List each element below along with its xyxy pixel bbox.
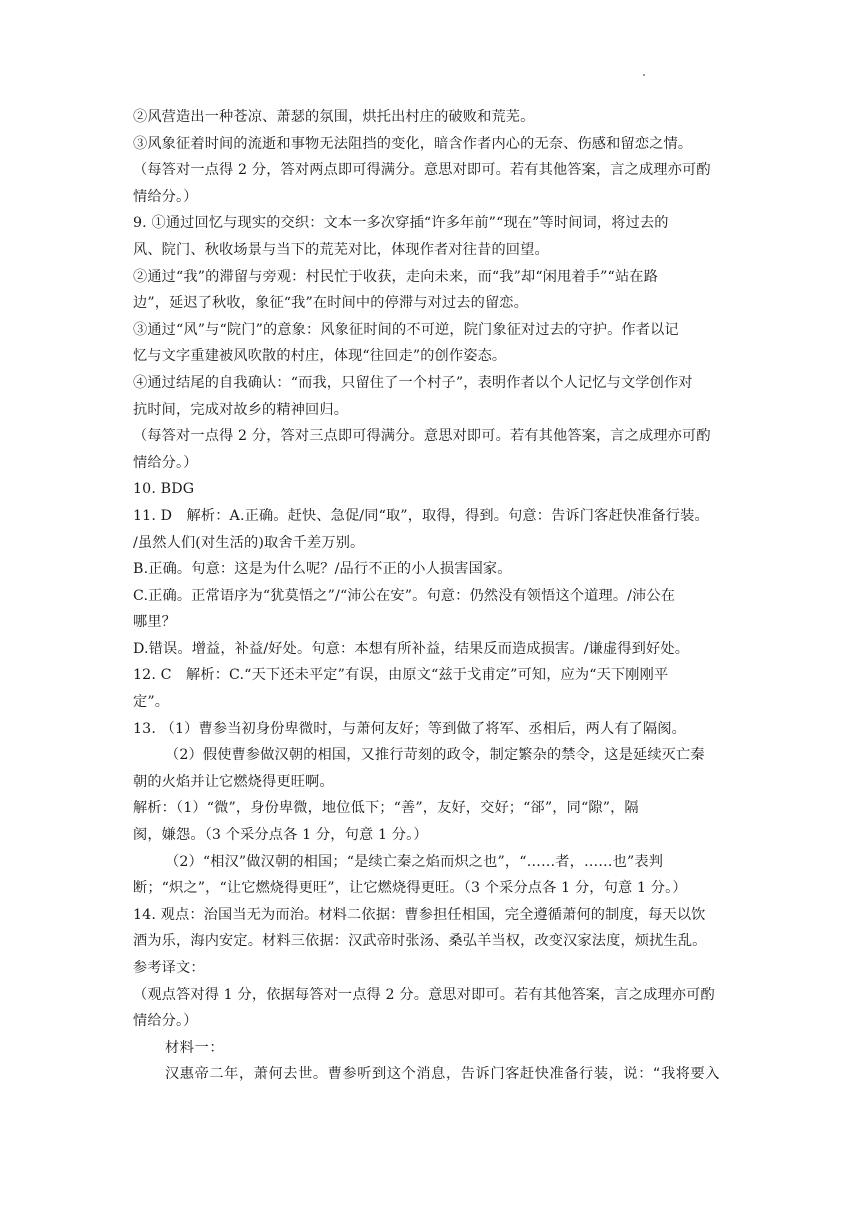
text-line: 抗时间，完成对故乡的精神回归。	[133, 401, 349, 418]
text-line: 酒为乐，海内安定。材料三依据：汉武帝时张汤、桑弘羊当权，改变汉家法度，烦扰生乱。	[133, 933, 707, 950]
text-line: 风、院门、秋收场景与当下的荒芜对比，体现作者对往昔的回望。	[133, 241, 549, 258]
question-13-line: 13. （1）曹参当初身份卑微时，与萧何友好；等到做了将军、丞相后，两人有了隔阂。	[133, 720, 687, 737]
text-line: 边”，延迟了秋收，象征“我”在时间中的停滞与对过去的留恋。	[133, 295, 528, 312]
text-line: 情给分。）	[133, 454, 198, 471]
text-line: 情给分。）	[133, 188, 198, 205]
text-line: B.正确。句意：这是为什么呢？/品行不正的小人损害国家。	[133, 561, 512, 578]
text-line: （观点答对得 1 分，依据每答对一点得 2 分。意思对即可。若有其他答案，言之成理亦可酌	[133, 986, 715, 1003]
text-line: 哪里？	[133, 614, 177, 631]
text-line: ③风象征着时间的流逝和事物无法阻挡的变化，暗含作者内心的无奈、伤感和留恋之情。	[133, 135, 693, 152]
text-line: 解析：（1）“微”，身份卑微，地位低下；“善”，友好，交好；“郤”，同“隙”，隔	[133, 800, 639, 817]
text-line: 忆与文字重建被风吹散的村庄，体现“往回走”的创作姿态。	[133, 348, 507, 365]
text-line: ③通过“风”与“院门”的意象：风象征时间的不可逆，院门象征对过去的守护。作者以记	[133, 321, 679, 338]
question-9-line: 9. ①通过回忆与现实的交织：文本一多次穿插“许多年前”“现在”等时间词，将过去的	[133, 215, 669, 232]
text-line: （2）“相汉”做汉朝的相国；“是续亡秦之焰而炽之也”，“……者，……也”表判	[165, 853, 664, 870]
text-line: 朝的火焰并让它燃烧得更旺啊。	[133, 773, 334, 790]
question-12-line: 12. C 解析：C.“天下还未平定”有误，由原文“兹于戈甫定”可知，应为“天下刚刚平	[133, 667, 669, 684]
question-10-line: 10. BDG	[133, 481, 195, 498]
text-line: /虽然人们(对生活的)取舍千差万别。	[133, 534, 365, 551]
text-line: C.正确。正常语序为“犹莫悟之”/“沛公在安”。句意：仍然没有领悟这个道理。/沛公在	[133, 587, 676, 604]
material-text-line: 汉惠帝二年，萧何去世。曹参听到这个消息，告诉门客赶快准备行装，说：“我将要入	[165, 1066, 721, 1083]
text-line: 参考译文：	[133, 960, 205, 976]
text-line: 断；“炽之”，“让它燃烧得更旺”，让它燃烧得更旺。（3 个采分点各 1 分，句意 1 分。）	[133, 880, 687, 897]
text-line: D.错误。增益，补益/好处。句意：本想有所补益，结果反而造成损害。/谦虚得到好处。	[133, 640, 690, 657]
text-line: （每答对一点得 2 分，答对两点即可得满分。意思对即可。若有其他答案，言之成理亦可酌	[133, 162, 711, 179]
question-14-line: 14. 观点：治国当无为而治。材料二依据：曹参担任相国，完全遵循萧何的制度，每天以饮	[133, 906, 706, 923]
answer-key-text	[133, 104, 739, 1088]
material-heading: 材料一：	[165, 1039, 225, 1056]
question-11-line: 11. D 解析：A.正确。赶快、急促/同“取”，取得，得到。句意：告诉门客赶快准备行装。	[133, 507, 709, 524]
text-line: （2）假使曹参做汉朝的相国，又推行苛刻的政令，制定繁杂的禁令，这是延续灭亡秦	[165, 747, 705, 764]
text-line: 阂，嫌怨。（3 个采分点各 1 分，句意 1 分。）	[133, 827, 428, 844]
speck-mark	[643, 74, 645, 76]
text-line: ②风营造出一种苍凉、萧瑟的氛围，烘托出村庄的破败和荒芜。	[133, 109, 535, 125]
text-line: 定”。	[133, 694, 170, 711]
text-line: ④通过结尾的自我确认：“而我，只留住了一个村子”，表明作者以个人记忆与文学创作对	[133, 374, 693, 391]
text-line: ②通过“我”的滞留与旁观：村民忙于收获，走向未来，而“我”却“闲甩着手”“站在路	[133, 268, 658, 285]
text-line: 情给分。）	[133, 1013, 198, 1030]
text-line: （每答对一点得 2 分，答对三点即可得满分。意思对即可。若有其他答案，言之成理亦可酌	[133, 428, 711, 445]
